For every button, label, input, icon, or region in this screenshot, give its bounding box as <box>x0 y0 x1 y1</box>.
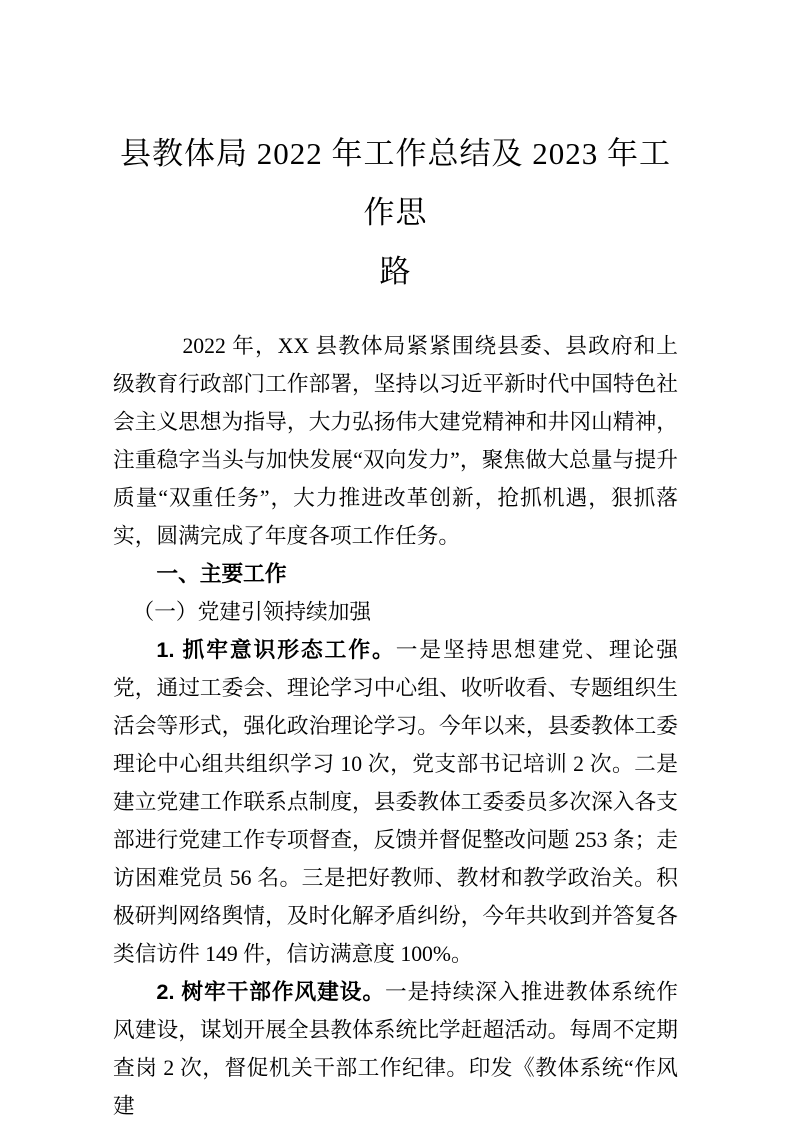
title-line-1: 县教体局 2022 年工作总结及 2023 年工作思 <box>120 136 671 230</box>
document-title <box>113 124 678 301</box>
item-paragraph-2 <box>113 973 678 1125</box>
title-line-2: 路 <box>379 254 412 289</box>
section-heading: 一、主要工作 <box>156 561 287 586</box>
intro-paragraph: 2022 年，XX 县教体局紧紧围绕县委、县政府和上级教育行政部门工作部署，坚持以习近平新时代中国特色社会主义思想为指导，大力弘扬伟大建党精神和井冈山精神，注重稳字当头与加快发展“双向发力”，聚焦做大总量与提升质量“双重任务”，大力推进改革创新，抢抓机遇，狠抓落实，圆满完成了年度各项工作任务。 <box>113 334 678 548</box>
item-2-lead: 2. 树牢干部作风建设。 <box>156 979 385 1004</box>
item-2-text: 一是持续深入推进教体系统作风建设，谋划开展全县教体系统比学赶超活动。每周不定期查岗 2 次，督促机关干部工作纪律。印发《教体系统“作风建 <box>113 980 678 1118</box>
item-paragraph-1 <box>113 631 678 973</box>
subsection-heading: （一）党建引领持续加强 <box>132 600 372 624</box>
item-1-lead: 1. 抓牢意识形态工作。 <box>156 637 396 662</box>
item-1-text: 一是坚持思想建党、理论强党，通过工委会、理论学习中心组、收听收看、专题组织生活会等形式，强化政治理论学习。今年以来，县委教体工委理论中心组共组织学习 10 次，党支部书记培训 2 次。二是建立党建工作联系点制度，县委教体工委委员多次深入各支部进行党建工作专项督查，反馈并督促整改问题 253 条；走访困难党员 56 名。三是把好教师、教材和教学政治关。积极研判网络舆情，及时化解矛盾纠纷，今年共收到并答复各类信访件 149 件，信访满意度 100%。 <box>113 638 678 966</box>
